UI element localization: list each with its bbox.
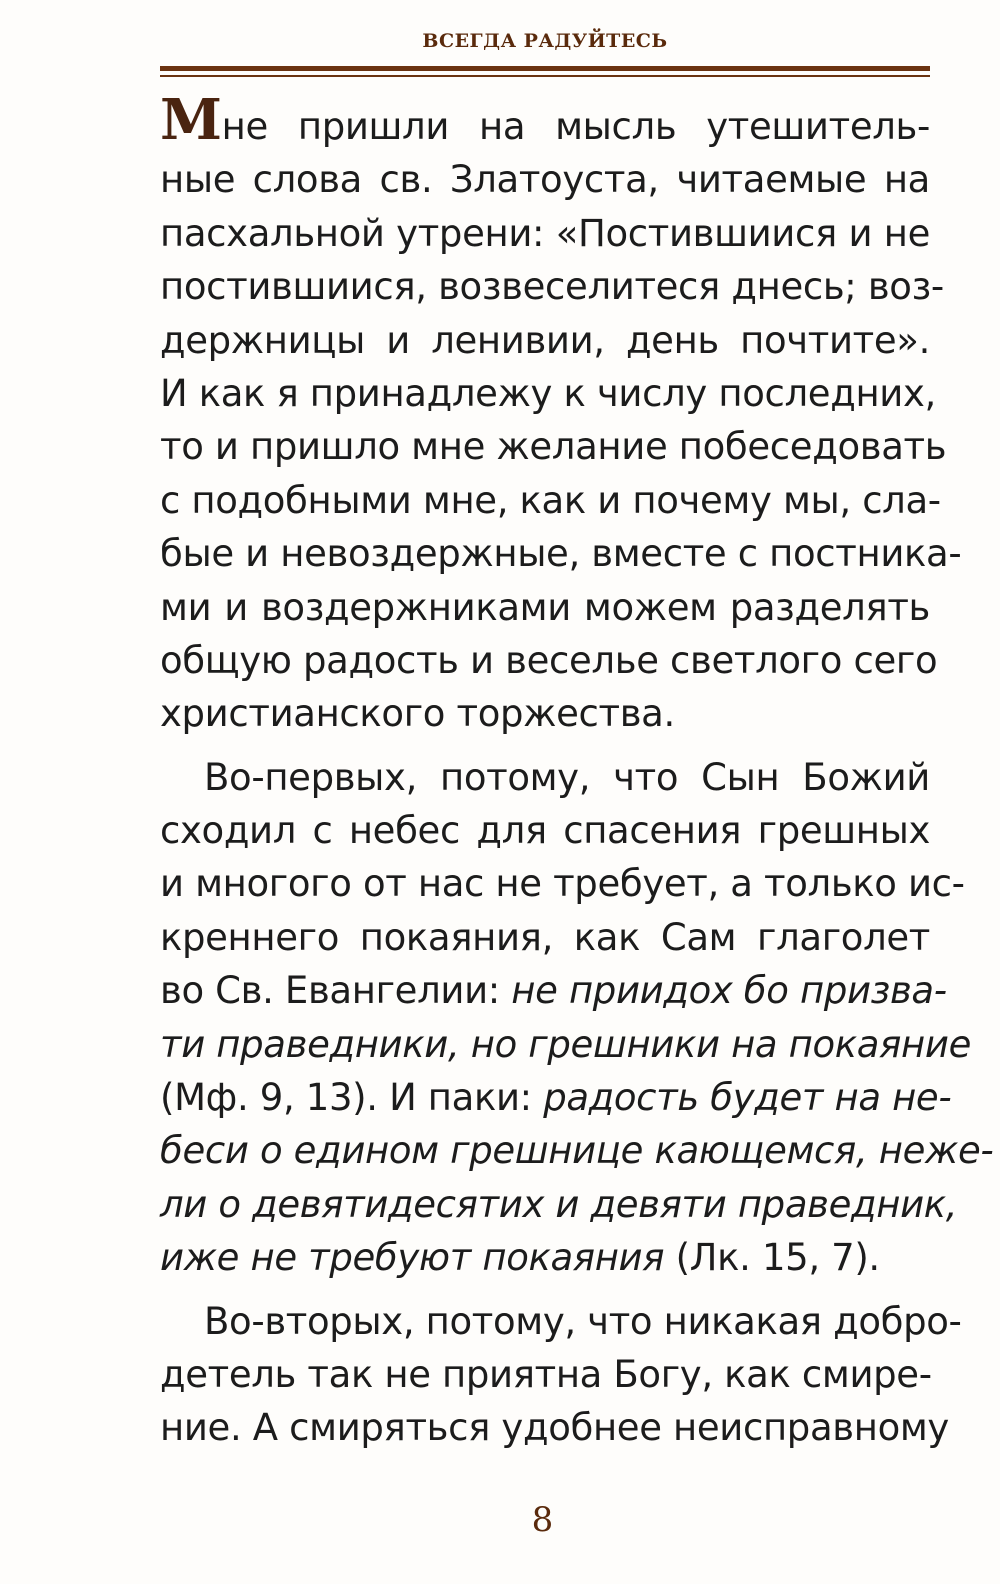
paragraph-2-line-9: ли о девятидесятих и девяти праведник, bbox=[160, 1182, 958, 1226]
quote-italic-2: радость будет на не- bbox=[543, 1076, 952, 1120]
paragraph-2-line-10-plain: (Лк. 15, 7). bbox=[664, 1236, 880, 1280]
paragraph-2-line-8: беси о едином грешнице кающемся, неже- bbox=[160, 1129, 994, 1173]
paragraph-1-line-1-text: не пришли на мысль утешитель- bbox=[221, 105, 930, 148]
paragraph-1-line-2: ные слова св. Златоуста, читаемые на bbox=[160, 158, 930, 202]
paragraph-2-line-7 bbox=[160, 1071, 952, 1124]
paragraph-2-line-4: креннего покаяния, как Сам глаголет bbox=[160, 915, 930, 959]
running-header-title: ВСЕГДА РАДУЙТЕСЬ bbox=[422, 30, 668, 52]
paragraph-2-line-3: и многого от нас не требует, а только ис- bbox=[160, 862, 965, 906]
paragraph-2-line-10 bbox=[160, 1231, 930, 1284]
paragraph-2-line-5-plain: во Св. Евангелии: bbox=[160, 969, 512, 1013]
page-number: 8 bbox=[531, 1500, 554, 1540]
paragraph-1-line-5: держницы и ленивии, день почтите». bbox=[160, 318, 930, 362]
quote-italic-3: иже не требуют покаяния bbox=[160, 1236, 665, 1280]
paragraph-1-line-1 bbox=[160, 87, 930, 153]
paragraph-2-line-2: сходил с небес для спасения грешных bbox=[160, 809, 930, 853]
quote-italic-1: не приидох бо призва- bbox=[511, 969, 947, 1013]
paragraph-1-line-9: бые и невоздержные, вместе с постника- bbox=[160, 532, 962, 576]
paragraph-1-line-8: с подобными мне, как и почему мы, сла- bbox=[160, 478, 941, 522]
paragraph-1-line-10: ми и воздержниками можем разделять bbox=[160, 585, 930, 629]
paragraph-3-line-2: детель так не приятна Богу, как смире- bbox=[160, 1352, 932, 1396]
header-rule-thin bbox=[160, 75, 930, 77]
paragraph-3-line-3: ние. А смиряться удобнее неисправному bbox=[160, 1406, 949, 1450]
paragraph-1-line-12: христианского торжества. bbox=[160, 692, 675, 736]
drop-cap: М bbox=[160, 87, 222, 153]
paragraph-2-line-7-plain: (Мф. 9, 13). И паки: bbox=[160, 1076, 544, 1120]
paragraph-2-line-1: Во-первых, потому, что Сын Божий bbox=[204, 755, 930, 799]
paragraph-1-line-3: пасхальной утрени: «Постившиися и не bbox=[160, 211, 930, 255]
paragraph-1-line-7: то и пришло мне желание побеседовать bbox=[160, 425, 947, 469]
paragraph-gap bbox=[160, 1285, 930, 1295]
body-text bbox=[160, 87, 994, 1455]
paragraph-3-line-1: Во-вторых, потому, что никакая добро- bbox=[204, 1299, 962, 1343]
paragraph-2-line-6: ти праведники, но грешники на покаяние bbox=[160, 1022, 971, 1066]
header-rule-thick bbox=[160, 66, 930, 71]
paragraph-1-line-11: общую радость и веселье светлого сего bbox=[160, 638, 938, 682]
paragraph-2-line-5 bbox=[160, 964, 947, 1017]
paragraph-1-line-6: И как я принадлежу к числу последних, bbox=[160, 371, 936, 415]
paragraph-1-line-4: постившиися, возвеселитеся днесь; воз- bbox=[160, 265, 944, 309]
paragraph-gap bbox=[160, 741, 930, 751]
